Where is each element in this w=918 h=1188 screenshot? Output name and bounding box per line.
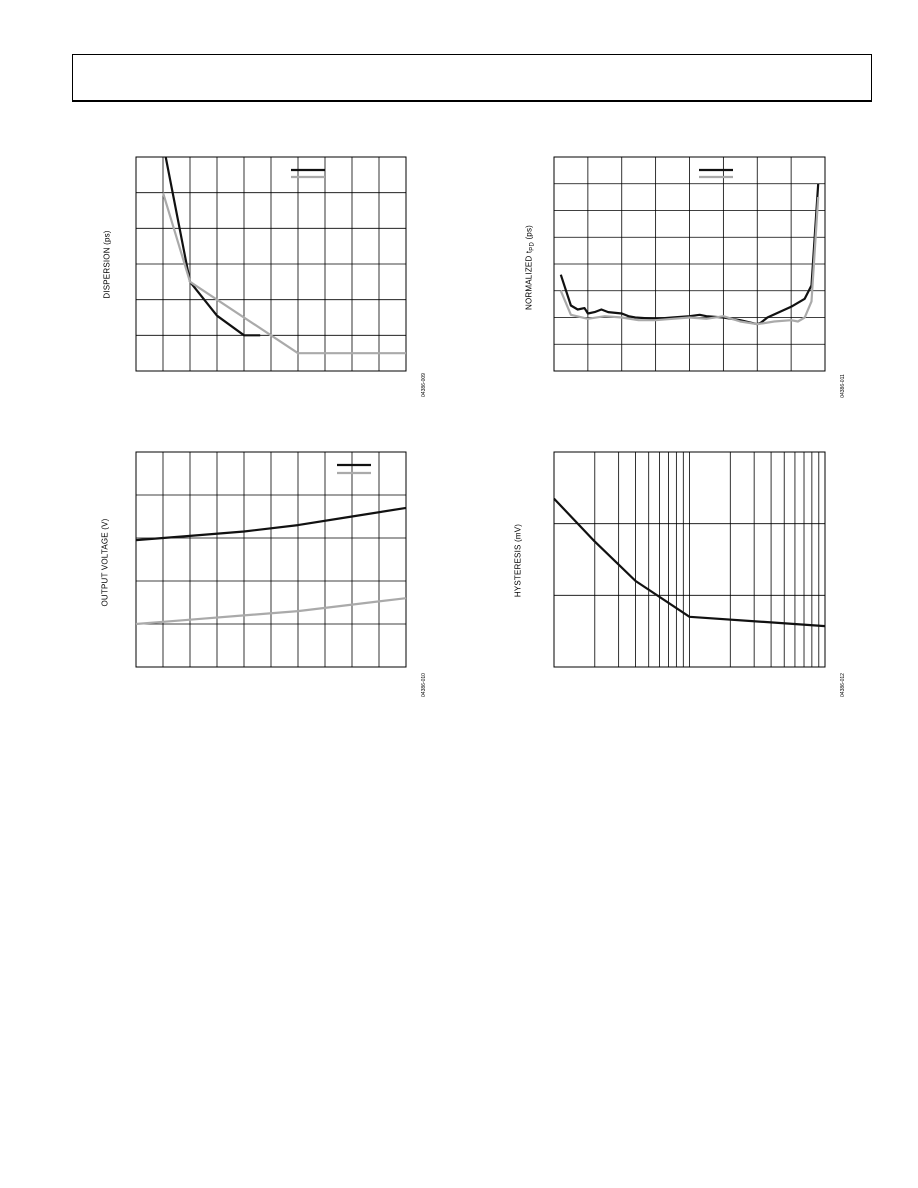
- normalized-tpd-label-sub: PD: [529, 241, 536, 251]
- dispersion-y-axis-label: DISPERSION (ps): [102, 230, 112, 299]
- output-voltage-figure-id: 04386-010: [421, 673, 427, 697]
- normalized-tpd-label-main: NORMALIZED t: [524, 250, 534, 311]
- normalized-tpd-figure-id: 04386-011: [840, 374, 846, 398]
- hysteresis-y-axis-label: HYSTERESIS (mV): [513, 523, 523, 598]
- normalized-tpd-label-tail: (ps): [524, 224, 534, 242]
- hysteresis-figure-id: 04386-012: [840, 673, 846, 697]
- dispersion-figure-id: 04386-009: [421, 373, 427, 397]
- output-voltage-y-axis-label: OUTPUT VOLTAGE (V): [100, 518, 110, 607]
